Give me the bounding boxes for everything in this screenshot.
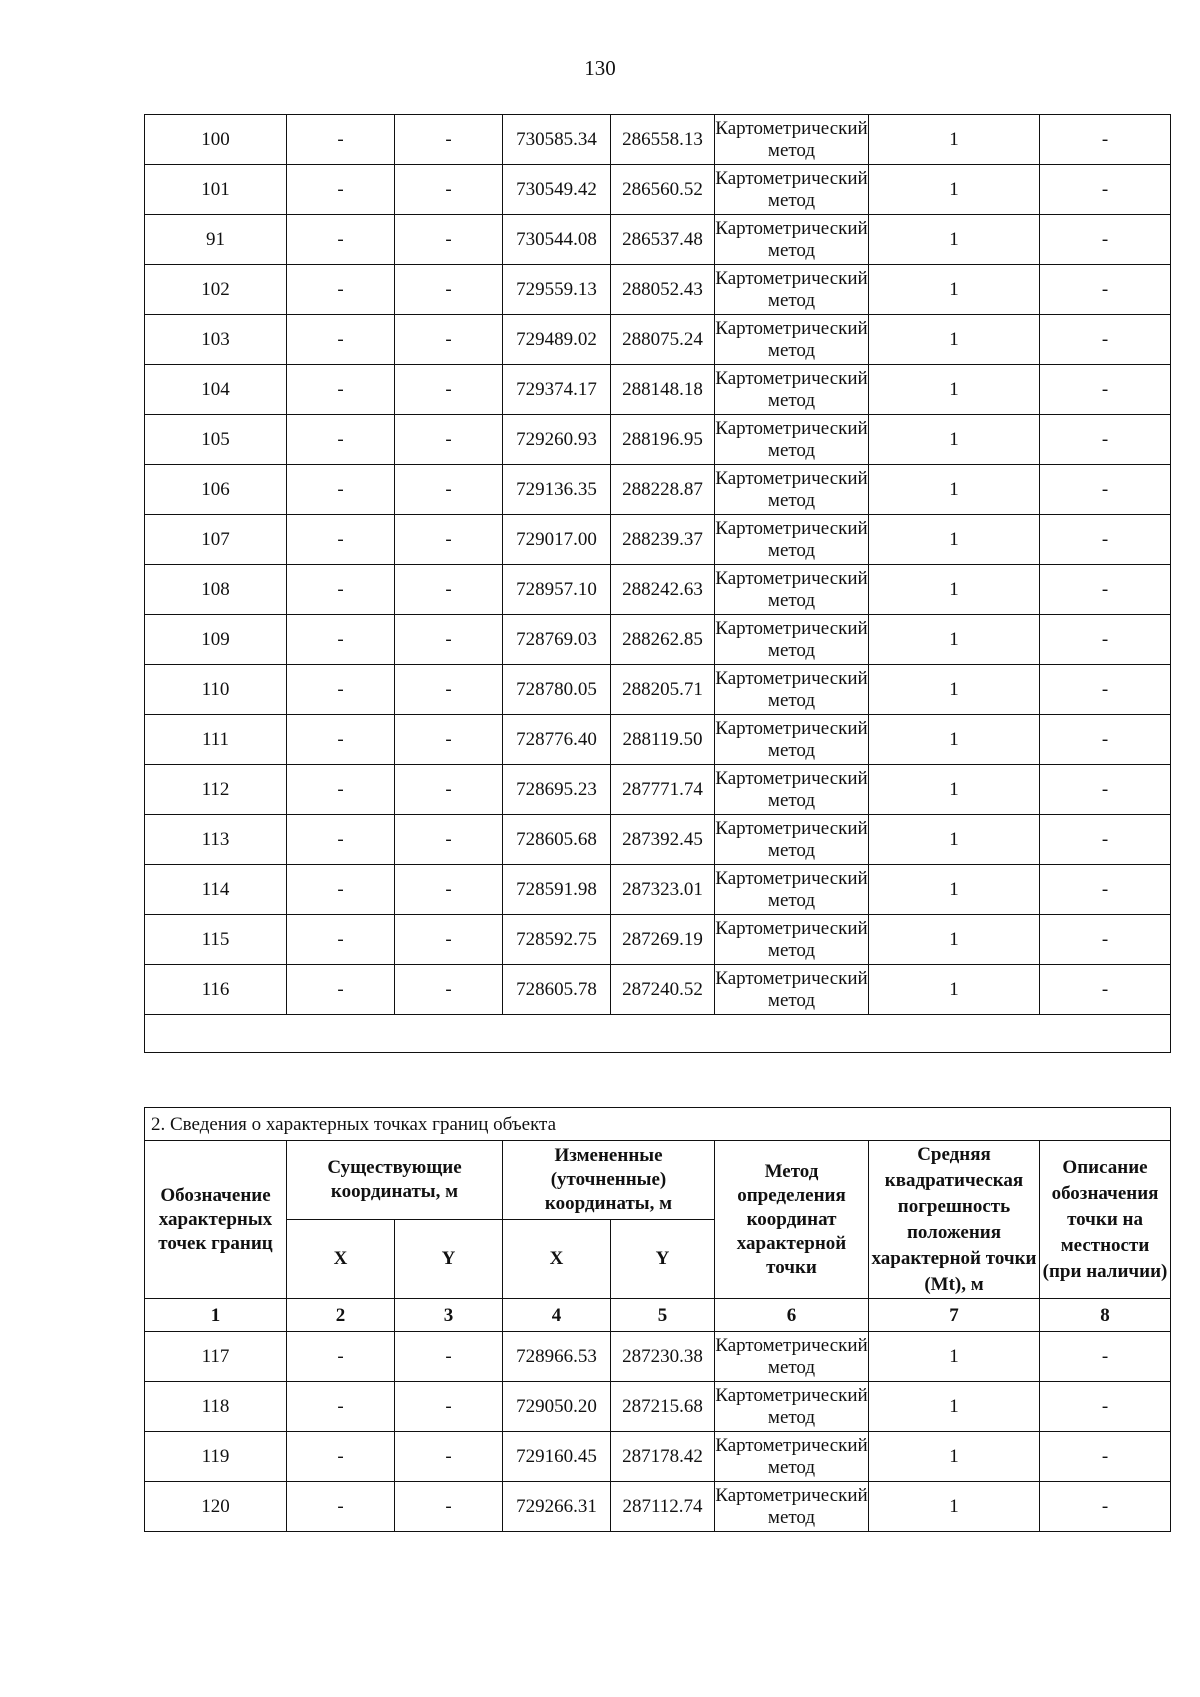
cell-point: 115 [145, 915, 287, 965]
header-description: Описание обозначения точки на местности (при наличии) [1040, 1141, 1171, 1299]
column-number: 3 [395, 1299, 503, 1332]
cell-mt: 1 [869, 315, 1040, 365]
cell-mt: 1 [869, 765, 1040, 815]
table-row [145, 415, 1171, 465]
cell-desc: - [1040, 765, 1171, 815]
cell-y: 288148.18 [611, 365, 715, 415]
cell-y: 288075.24 [611, 315, 715, 365]
table-row [145, 165, 1171, 215]
header-changed-coords: Измененные (уточненные) координаты, м [503, 1141, 715, 1220]
cell-mt: 1 [869, 115, 1040, 165]
cell-y: 288262.85 [611, 615, 715, 665]
cell-x: 728592.75 [503, 915, 611, 965]
cell-ex-y: - [395, 165, 503, 215]
cell-x: 728957.10 [503, 565, 611, 615]
cell-method: Картометрический метод [715, 265, 869, 315]
header-point: Обозначение характерных точек границ [145, 1141, 287, 1299]
cell-mt: 1 [869, 165, 1040, 215]
table-row [145, 565, 1171, 615]
boundary-points-table [144, 1107, 1171, 1532]
cell-y: 287392.45 [611, 815, 715, 865]
cell-method: Картометрический метод [715, 415, 869, 465]
cell-point: 111 [145, 715, 287, 765]
cell-x: 730585.34 [503, 115, 611, 165]
cell-x: 728769.03 [503, 615, 611, 665]
cell-ex-y: - [395, 815, 503, 865]
cell-ex-x: - [287, 515, 395, 565]
cell-y: 287269.19 [611, 915, 715, 965]
cell-x: 729266.31 [503, 1482, 611, 1532]
cell-point: 118 [145, 1382, 287, 1432]
cell-method: Картометрический метод [715, 1482, 869, 1532]
cell-point: 91 [145, 215, 287, 265]
cell-ex-x: - [287, 215, 395, 265]
cell-x: 729136.35 [503, 465, 611, 515]
cell-ex-y: - [395, 465, 503, 515]
cell-desc: - [1040, 1382, 1171, 1432]
table-row [145, 1382, 1171, 1432]
cell-ex-y: - [395, 1482, 503, 1532]
cell-desc: - [1040, 865, 1171, 915]
cell-ex-x: - [287, 965, 395, 1015]
cell-ex-y: - [395, 915, 503, 965]
column-number: 8 [1040, 1299, 1171, 1332]
cell-y: 286558.13 [611, 115, 715, 165]
cell-ex-x: - [287, 165, 395, 215]
cell-mt: 1 [869, 715, 1040, 765]
cell-method: Картометрический метод [715, 865, 869, 915]
cell-y: 287230.38 [611, 1332, 715, 1382]
cell-x: 730544.08 [503, 215, 611, 265]
table-row [145, 365, 1171, 415]
header-changed-x: X [503, 1220, 611, 1299]
cell-ex-y: - [395, 715, 503, 765]
cell-ex-y: - [395, 565, 503, 615]
table-row [145, 715, 1171, 765]
cell-ex-x: - [287, 865, 395, 915]
cell-desc: - [1040, 1332, 1171, 1382]
cell-method: Картометрический метод [715, 565, 869, 615]
cell-x: 728780.05 [503, 665, 611, 715]
cell-ex-x: - [287, 315, 395, 365]
cell-mt: 1 [869, 915, 1040, 965]
cell-point: 101 [145, 165, 287, 215]
cell-method: Картометрический метод [715, 165, 869, 215]
cell-point: 109 [145, 615, 287, 665]
cell-mt: 1 [869, 1382, 1040, 1432]
cell-method: Картометрический метод [715, 815, 869, 865]
cell-mt: 1 [869, 815, 1040, 865]
cell-point: 117 [145, 1332, 287, 1382]
table-row [145, 965, 1171, 1015]
table-row [145, 315, 1171, 365]
cell-desc: - [1040, 465, 1171, 515]
cell-method: Картометрический метод [715, 915, 869, 965]
cell-ex-y: - [395, 1332, 503, 1382]
cell-ex-y: - [395, 215, 503, 265]
cell-y: 287323.01 [611, 865, 715, 915]
cell-mt: 1 [869, 1332, 1040, 1382]
cell-x: 728966.53 [503, 1332, 611, 1382]
cell-desc: - [1040, 715, 1171, 765]
cell-mt: 1 [869, 415, 1040, 465]
cell-y: 288239.37 [611, 515, 715, 565]
table-row [145, 765, 1171, 815]
cell-x: 729050.20 [503, 1382, 611, 1432]
header-changed-y: Y [611, 1220, 715, 1299]
cell-x: 728605.68 [503, 815, 611, 865]
table-row [145, 465, 1171, 515]
cell-x: 729559.13 [503, 265, 611, 315]
cell-method: Картометрический метод [715, 715, 869, 765]
cell-x: 729160.45 [503, 1432, 611, 1482]
cell-point: 100 [145, 115, 287, 165]
cell-ex-x: - [287, 915, 395, 965]
cell-ex-x: - [287, 1382, 395, 1432]
cell-mt: 1 [869, 665, 1040, 715]
column-number: 1 [145, 1299, 287, 1332]
cell-point: 113 [145, 815, 287, 865]
cell-x: 729489.02 [503, 315, 611, 365]
cell-y: 288205.71 [611, 665, 715, 715]
cell-desc: - [1040, 415, 1171, 465]
cell-y: 287771.74 [611, 765, 715, 815]
table-row [145, 815, 1171, 865]
cell-mt: 1 [869, 965, 1040, 1015]
cell-y: 287112.74 [611, 1482, 715, 1532]
table-caption: 2. Сведения о характерных точках границ объекта [145, 1108, 1171, 1141]
cell-ex-y: - [395, 1432, 503, 1482]
cell-ex-x: - [287, 1432, 395, 1482]
cell-ex-y: - [395, 1382, 503, 1432]
cell-point: 103 [145, 315, 287, 365]
cell-ex-x: - [287, 465, 395, 515]
cell-desc: - [1040, 815, 1171, 865]
header-existing-coords: Существующие координаты, м [287, 1141, 503, 1220]
cell-ex-x: - [287, 615, 395, 665]
cell-method: Картометрический метод [715, 1382, 869, 1432]
cell-method: Картометрический метод [715, 315, 869, 365]
cell-ex-y: - [395, 315, 503, 365]
header-method: Метод определения координат характерной точки [715, 1141, 869, 1299]
cell-mt: 1 [869, 615, 1040, 665]
cell-y: 288242.63 [611, 565, 715, 615]
cell-x: 728776.40 [503, 715, 611, 765]
table-row [145, 515, 1171, 565]
cell-ex-x: - [287, 565, 395, 615]
cell-point: 107 [145, 515, 287, 565]
cell-method: Картометрический метод [715, 615, 869, 665]
table-row [145, 615, 1171, 665]
cell-point: 114 [145, 865, 287, 915]
cell-ex-y: - [395, 115, 503, 165]
cell-ex-x: - [287, 715, 395, 765]
cell-mt: 1 [869, 215, 1040, 265]
cell-desc: - [1040, 215, 1171, 265]
cell-x: 728695.23 [503, 765, 611, 815]
table-row [145, 915, 1171, 965]
cell-ex-x: - [287, 1482, 395, 1532]
cell-ex-x: - [287, 1332, 395, 1382]
cell-x: 729017.00 [503, 515, 611, 565]
cell-point: 105 [145, 415, 287, 465]
header-existing-y: Y [395, 1220, 503, 1299]
cell-desc: - [1040, 165, 1171, 215]
cell-method: Картометрический метод [715, 365, 869, 415]
table-row [145, 1482, 1171, 1532]
cell-point: 108 [145, 565, 287, 615]
cell-desc: - [1040, 315, 1171, 365]
cell-desc: - [1040, 565, 1171, 615]
table-row [145, 865, 1171, 915]
header-existing-x: X [287, 1220, 395, 1299]
table-row-empty [145, 1015, 1171, 1053]
cell-point: 106 [145, 465, 287, 515]
cell-y: 287215.68 [611, 1382, 715, 1432]
cell-ex-y: - [395, 665, 503, 715]
cell-mt: 1 [869, 865, 1040, 915]
coordinates-table-continued [144, 114, 1171, 1053]
cell-ex-y: - [395, 515, 503, 565]
table-row [145, 1432, 1171, 1482]
cell-y: 286537.48 [611, 215, 715, 265]
cell-method: Картометрический метод [715, 515, 869, 565]
cell-ex-x: - [287, 115, 395, 165]
cell-mt: 1 [869, 1482, 1040, 1532]
table-row [145, 265, 1171, 315]
cell-mt: 1 [869, 465, 1040, 515]
cell-method: Картометрический метод [715, 1432, 869, 1482]
header-mt: Средняя квадратическая погрешность положения характерной точки (Mt), м [869, 1141, 1040, 1299]
cell-method: Картометрический метод [715, 765, 869, 815]
cell-ex-y: - [395, 965, 503, 1015]
cell-point: 119 [145, 1432, 287, 1482]
cell-x: 730549.42 [503, 165, 611, 215]
cell-point: 120 [145, 1482, 287, 1532]
cell-point: 104 [145, 365, 287, 415]
cell-point: 110 [145, 665, 287, 715]
cell-x: 729260.93 [503, 415, 611, 465]
cell-point: 116 [145, 965, 287, 1015]
cell-y: 287240.52 [611, 965, 715, 1015]
cell-ex-x: - [287, 415, 395, 465]
cell-mt: 1 [869, 365, 1040, 415]
cell-ex-y: - [395, 415, 503, 465]
cell-ex-x: - [287, 815, 395, 865]
table-row [145, 1332, 1171, 1382]
cell-x: 728591.98 [503, 865, 611, 915]
cell-desc: - [1040, 1482, 1171, 1532]
table-row [145, 665, 1171, 715]
cell-desc: - [1040, 615, 1171, 665]
cell-method: Картометрический метод [715, 215, 869, 265]
cell-ex-y: - [395, 365, 503, 415]
cell-y: 288119.50 [611, 715, 715, 765]
cell-method: Картометрический метод [715, 965, 869, 1015]
cell-ex-x: - [287, 365, 395, 415]
cell-x: 728605.78 [503, 965, 611, 1015]
cell-y: 287178.42 [611, 1432, 715, 1482]
cell-ex-x: - [287, 265, 395, 315]
cell-method: Картометрический метод [715, 1332, 869, 1382]
cell-mt: 1 [869, 515, 1040, 565]
column-number: 5 [611, 1299, 715, 1332]
cell-desc: - [1040, 515, 1171, 565]
cell-x: 729374.17 [503, 365, 611, 415]
column-number: 6 [715, 1299, 869, 1332]
column-number: 4 [503, 1299, 611, 1332]
column-number: 2 [287, 1299, 395, 1332]
column-number: 7 [869, 1299, 1040, 1332]
cell-method: Картометрический метод [715, 465, 869, 515]
cell-mt: 1 [869, 1432, 1040, 1482]
cell-y: 288228.87 [611, 465, 715, 515]
cell-desc: - [1040, 115, 1171, 165]
cell-desc: - [1040, 1432, 1171, 1482]
cell-point: 112 [145, 765, 287, 815]
cell-ex-x: - [287, 765, 395, 815]
cell-ex-y: - [395, 265, 503, 315]
cell-ex-y: - [395, 865, 503, 915]
cell-ex-y: - [395, 615, 503, 665]
table-row [145, 115, 1171, 165]
cell-desc: - [1040, 365, 1171, 415]
cell-y: 286560.52 [611, 165, 715, 215]
table-row [145, 215, 1171, 265]
cell-desc: - [1040, 965, 1171, 1015]
cell-mt: 1 [869, 565, 1040, 615]
page-number: 130 [584, 56, 616, 80]
cell-point: 102 [145, 265, 287, 315]
cell-y: 288052.43 [611, 265, 715, 315]
cell-mt: 1 [869, 265, 1040, 315]
cell-method: Картометрический метод [715, 665, 869, 715]
cell-method: Картометрический метод [715, 115, 869, 165]
cell-ex-y: - [395, 765, 503, 815]
cell-desc: - [1040, 915, 1171, 965]
cell-y: 288196.95 [611, 415, 715, 465]
cell-desc: - [1040, 665, 1171, 715]
cell-ex-x: - [287, 665, 395, 715]
cell-desc: - [1040, 265, 1171, 315]
